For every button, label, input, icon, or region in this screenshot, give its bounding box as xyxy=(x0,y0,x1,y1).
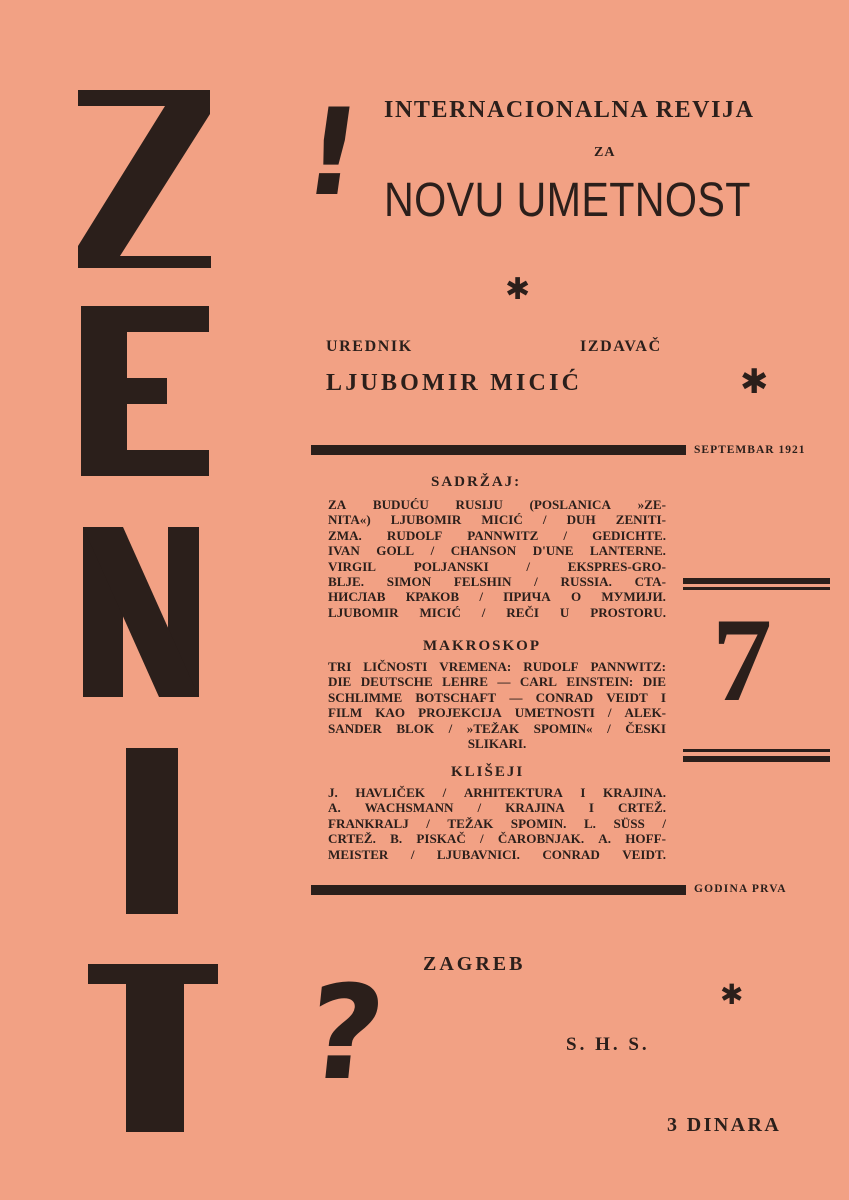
title-letters-text: ZENIT xyxy=(0,0,3,1)
makroskop-line: SLIKARI. xyxy=(467,736,527,752)
masthead-line-2: ZA xyxy=(594,145,616,160)
contents-line: ZMA. RUDOLF PANNWITZ / GEDICHTE. xyxy=(328,527,666,543)
kliseji-line: J. HAVLIČEK / ARHITEKTURA I KRAJINA. xyxy=(328,785,666,800)
contents-line: VIRGIL POLJANSKI / EKSPRES-GRO- xyxy=(328,558,666,574)
contents-line: NITA«) LJUBOMIR MICIĆ / DUH ZENITI- xyxy=(328,512,666,528)
makroskop-line: DIE DEUTSCHE LEHRE — CARL EINSTEIN: DIE xyxy=(328,674,666,690)
title-letter-e xyxy=(81,306,209,476)
issue-rule-bottom-1 xyxy=(683,749,830,752)
makroskop-line: SANDER BLOK / »TEŽAK SPOMIN« / ČESKI xyxy=(328,720,666,736)
kliseji-line: MEISTER / LJUBAVNICI. CONRAD VEIDT. xyxy=(328,846,666,862)
city: ZAGREB xyxy=(423,953,526,975)
masthead-line-1: INTERNACIONALNA REVIJA xyxy=(384,97,755,123)
exclamation-mark: ! xyxy=(295,84,370,223)
issue-rule-top-2 xyxy=(683,587,830,590)
price: 3 DINARA xyxy=(667,1114,782,1136)
title-letter-i xyxy=(126,748,178,914)
kliseji-line: CRTEŽ. B. PISKAČ / ČAROBNJAK. A. HOFF- xyxy=(328,831,666,847)
title-letter-z xyxy=(78,90,211,268)
kliseji-list xyxy=(328,785,666,862)
contents-heading: SADRŽAJ: xyxy=(431,474,522,490)
contents-line: НИСЛАВ КРАКОВ / ПРИЧА О МУМИЈИ. xyxy=(328,589,666,605)
country: S. H. S. xyxy=(566,1034,650,1055)
masthead-line-3: NOVU UMETNOST xyxy=(384,174,751,227)
issue-rule-bottom-2 xyxy=(683,756,830,762)
contents-line: IVAN GOLL / CHANSON D'UNE LANTERNE. xyxy=(328,543,666,559)
makroskop-heading: MAKROSKOP xyxy=(423,638,541,654)
contents-line: ZA BUDUĆU RUSIJU (POSLANICA »ZE- xyxy=(328,497,666,512)
contents-line: BLJE. SIMON FELSHIN / RUSSIA. СТА- xyxy=(328,574,666,590)
title-letter-t xyxy=(88,964,218,1132)
issue-rule-top-1 xyxy=(683,578,830,584)
contents-list xyxy=(328,497,666,620)
issue-date: SEPTEMBAR 1921 xyxy=(694,444,806,456)
makroskop-line: SCHLIMME BOTSCHAFT — CONRAD VEIDT I xyxy=(328,689,666,705)
issue-year: GODINA PRVA xyxy=(694,883,787,895)
question-mark: ? xyxy=(300,957,392,1109)
makroskop-line: FILM KAO PROJEKCIJA UMETNOSTI / ALEK- xyxy=(328,705,666,721)
makroskop-line: TRI LIČNOSTI VREMENA: RUDOLF PANNWITZ: xyxy=(328,659,666,674)
star-ornament: ✱ xyxy=(505,272,531,307)
contents-line: LJUBOMIR MICIĆ / REČI U PROSTORU. xyxy=(328,604,666,620)
title-letter-n xyxy=(83,527,199,697)
makroskop-list xyxy=(328,659,666,751)
top-rule xyxy=(311,445,686,455)
editor-name: LJUBOMIR MICIĆ xyxy=(326,370,583,396)
editor-label: UREDNIK xyxy=(326,338,413,355)
bottom-rule xyxy=(311,885,686,895)
asterisk-ornament-2: ✱ xyxy=(720,978,744,1011)
kliseji-line: FRANKRALJ / TEŽAK SPOMIN. L. SÜSS / xyxy=(328,815,666,831)
asterisk-ornament-1: ✱ xyxy=(740,362,769,402)
issue-number: 7 xyxy=(712,593,772,726)
zenit-vertical-title xyxy=(0,0,230,1150)
publisher-label: IZDAVAČ xyxy=(580,338,662,355)
kliseji-heading: KLIŠEJI xyxy=(451,764,525,780)
kliseji-line: A. WACHSMANN / KRAJINA I CRTEŽ. xyxy=(328,800,666,816)
